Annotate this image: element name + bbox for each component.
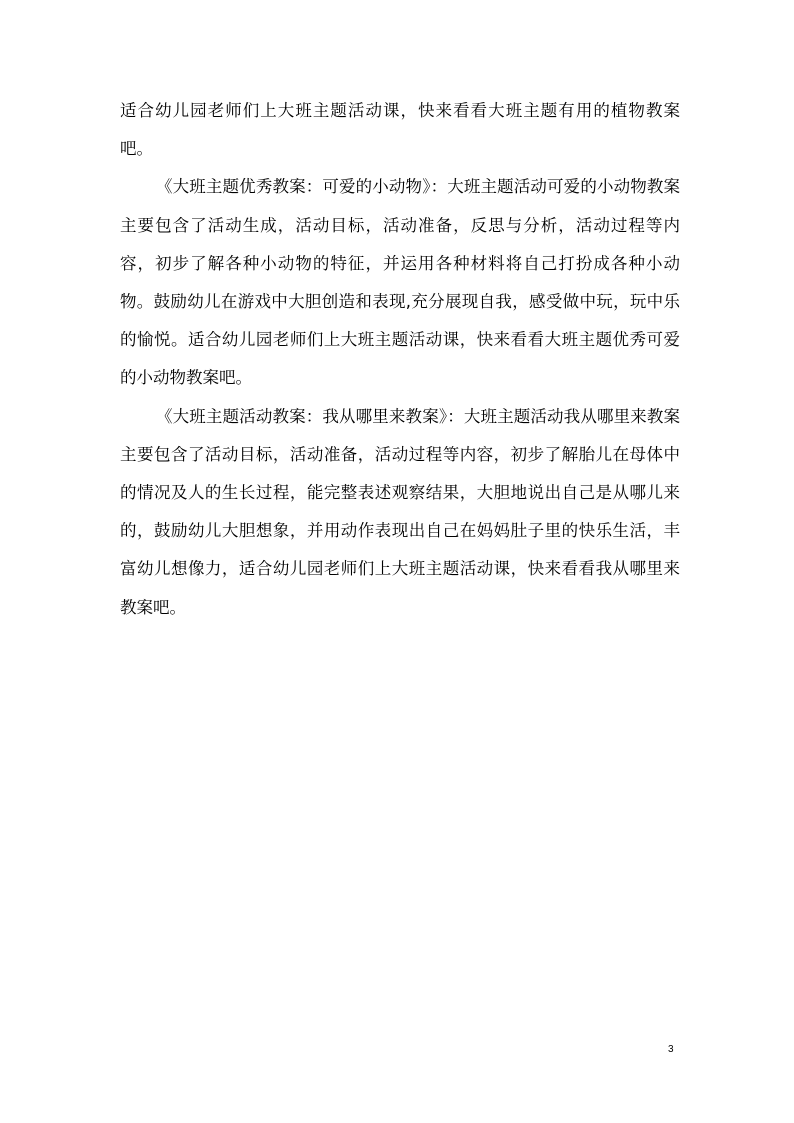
- paragraph-continuation: 适合幼儿园老师们上大班主题活动课，快来看看大班主题有用的植物教案吧。: [120, 101, 680, 159]
- paragraph-where-i-come-from: 《大班主题活动教案：我从哪里来教案》：大班主题活动我从哪里来教案主要包含了活动目标，活动准备，活动过程等内容，初步了解胎儿在母体中的情况及人的生长过程，能完整表述观察结果，大胆地说出自己是从哪儿来的，鼓励幼儿大胆想象，并用动作表现出自己在妈妈肚子里的快乐生活，丰富幼儿想像力，适合幼儿园老师们上大班主题活动课，快来看看我从哪里来教案吧。: [120, 406, 680, 617]
- page-number: 3: [668, 1044, 674, 1055]
- paragraph-lovely-animals: 《大班主题优秀教案：可爱的小动物》：大班主题活动可爱的小动物教案主要包含了活动生成，活动目标，活动准备，反思与分析，活动过程等内容，初步了解各种小动物的特征，并运用各种材料将自己打扮成各种小动物。鼓励幼儿在游戏中大胆创造和表现,充分展现自我，感受做中玩，玩中乐的愉悦。适合幼儿园老师们上大班主题活动课，快来看看大班主题优秀可爱的小动物教案吧。: [120, 177, 680, 388]
- document-body: [120, 92, 680, 627]
